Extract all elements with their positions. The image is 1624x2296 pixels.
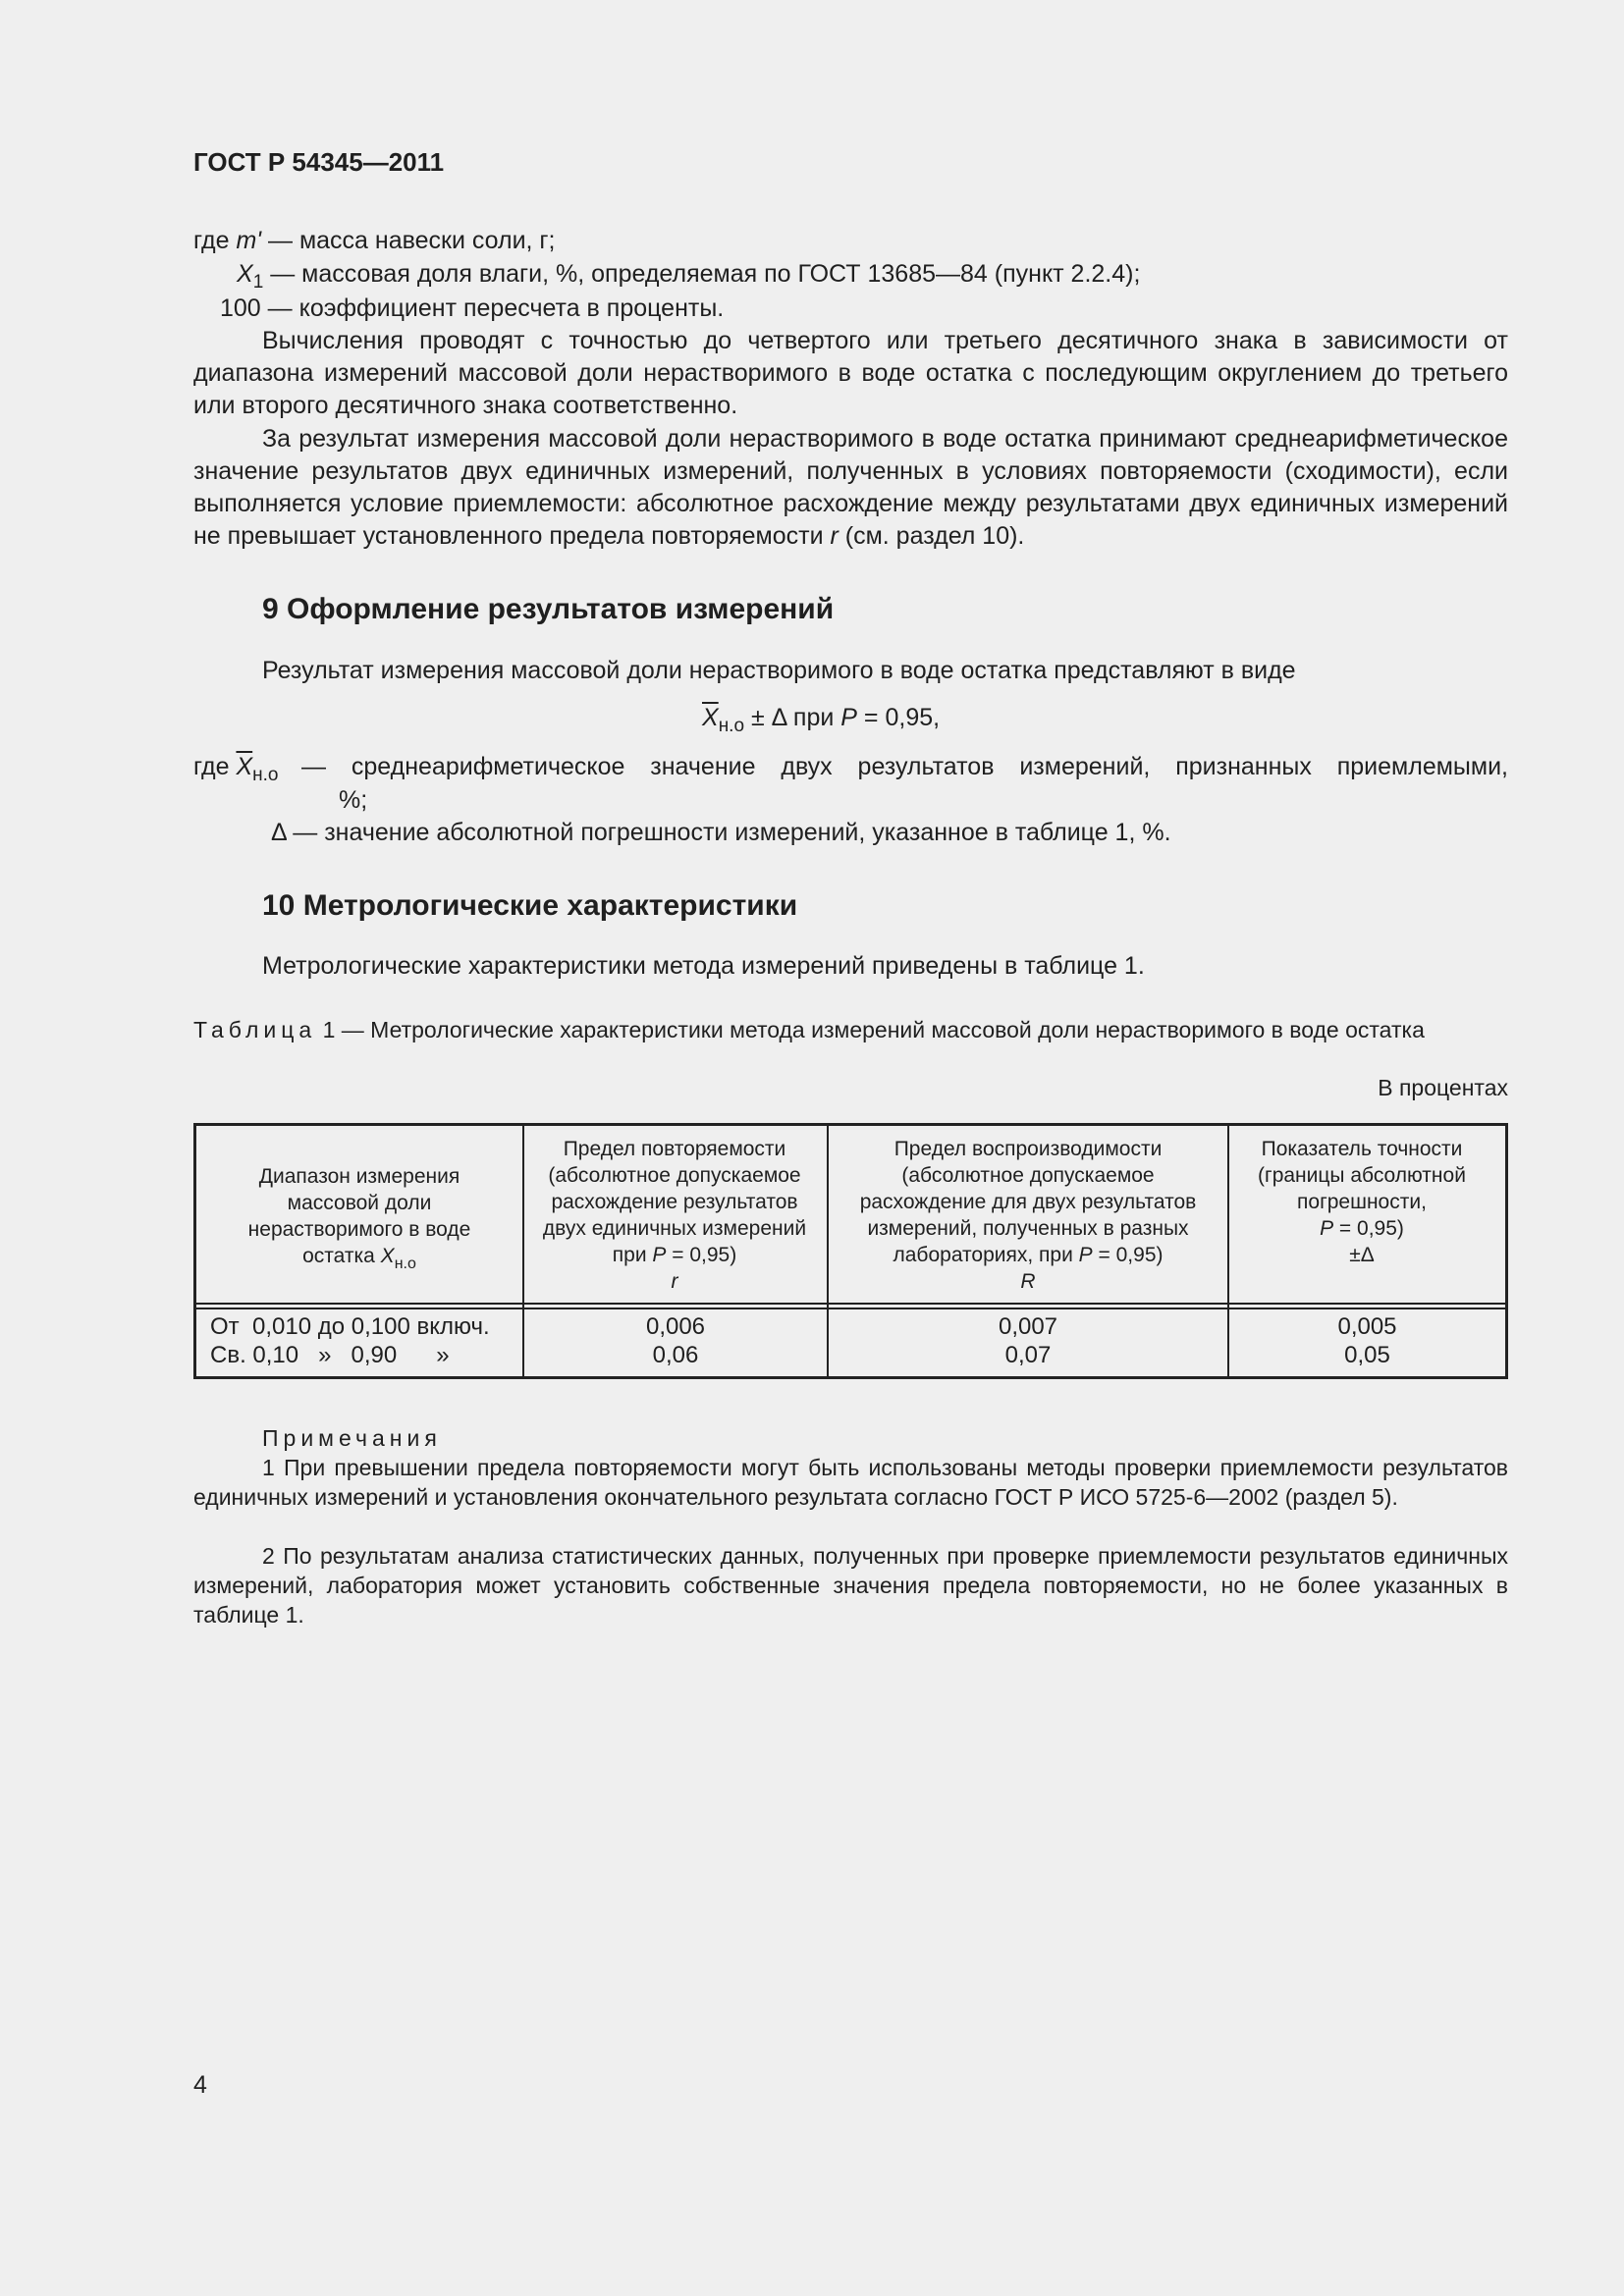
definition-mean-label: где $\overline{X}_{н.о}$ (193, 753, 279, 785)
section-9-title: 9 Оформление результатов измерений (262, 593, 835, 625)
table-cell-delta-2: 0,05 (1344, 1342, 1390, 1368)
table-header-accuracy: Показатель точности (границы абсолютной погрешности, P = 0,95) ±Δ (1258, 1138, 1466, 1266)
definition-x1: $X_1$ — массовая доля влаги, %, определяемая по ГОСТ 13685—84 (пункт 2.2.4); (237, 260, 1141, 293)
table-cell-delta-1: 0,005 (1337, 1313, 1397, 1340)
table-caption: Таблица 1 — Метрологические характеристики метода измерений массовой доли нерастворимого в воде остатка (193, 1017, 1425, 1042)
section-10-intro: Метрологические характеристики метода измерений приведены в таблице 1. (262, 952, 1145, 980)
paragraph-calculation: Вычисления проводят с точностью до четвертого или третьего десятичного знака в зависимости от диапазона измерений массовой доли нерастворимого в воде остатка с последующим округлением до третьего или второго десятичного знака соответственно. (193, 327, 1508, 419)
table-cell-R-2: 0,07 (1004, 1342, 1052, 1368)
table-cell-r-2: 0,06 (652, 1342, 699, 1368)
definition-delta: Δ — значение абсолютной погрешности измерений, указанное в таблице 1, %. (271, 819, 1171, 846)
metrology-table (193, 1123, 1508, 1379)
table-header-repeatability: Предел повторяемости (абсолютное допускаемое расхождение результатов двух единичных измерений при P = 0,95) r (542, 1138, 807, 1293)
definition-mean-cont: %; (339, 786, 368, 814)
definition-m: где m' — масса навески соли, г; (193, 227, 556, 254)
table-header-rule (196, 1303, 1505, 1305)
table-header-range: Диапазон измерения массовой доли нерастворимого в воде остатка $X_{н.о}$ (247, 1165, 471, 1272)
note-2: 2 По результатам анализа статистических данных, полученных при проверке приемлемости результатов единичных измерений, лаборатория может установить собственные значения предела повторяемости, но не более указанных в таблице 1. (193, 1543, 1508, 1628)
result-formula: $\overline{X}_{н.о} \pm \Delta$ при P = 0,95, (702, 704, 941, 736)
page-number: 4 (193, 2071, 207, 2099)
section-10-title: 10 Метрологические характеристики (262, 889, 798, 922)
table-header-rule (196, 1308, 1505, 1309)
table-header-reproducibility: Предел воспроизводимости (абсолютное допускаемое расхождение для двух результатов измерений, полученных в разных лабораториях, при P = 0,95) R (859, 1138, 1197, 1293)
symbol-m: m' (236, 227, 262, 254)
definition-100: 100 — коэффициент пересчета в проценты. (220, 294, 725, 322)
note-1: 1 При превышении предела повторяемости могут быть использованы методы проверки приемлемости результатов единичных измерений и установления окончательного результата согласно ГОСТ Р ИСО 5725-6—2002 (раздел 5). (193, 1455, 1508, 1510)
notes-title: Примечания (262, 1425, 442, 1451)
definition-mean-text: — среднеарифметическое значение двух результатов измерений, признанных приемлемыми, (301, 753, 1508, 780)
table-cell-r-1: 0,006 (645, 1313, 706, 1340)
table-cell-range-1: От 0,010 до 0,100 включ. (210, 1313, 490, 1340)
table-units: В процентах (1378, 1075, 1508, 1100)
table-cell-range-2: Св. 0,10 » 0,90 » (210, 1342, 450, 1368)
document-header: ГОСТ Р 54345—2011 (193, 147, 445, 177)
paragraph-result: За результат измерения массовой доли нерастворимого в воде остатка принимают среднеарифметическое значение результатов двух единичных измерений, полученных в условиях повторяемости (сходимости), если выполняется условие приемлемости: абсолютное расхождение между результатами двух единичных измерений не превышает установленного предела повторяемости r (см. раздел 10). (193, 425, 1508, 550)
section-9-intro: Результат измерения массовой доли нерастворимого в воде остатка представляют в виде (262, 657, 1296, 684)
table-cell-R-1: 0,007 (998, 1313, 1058, 1340)
